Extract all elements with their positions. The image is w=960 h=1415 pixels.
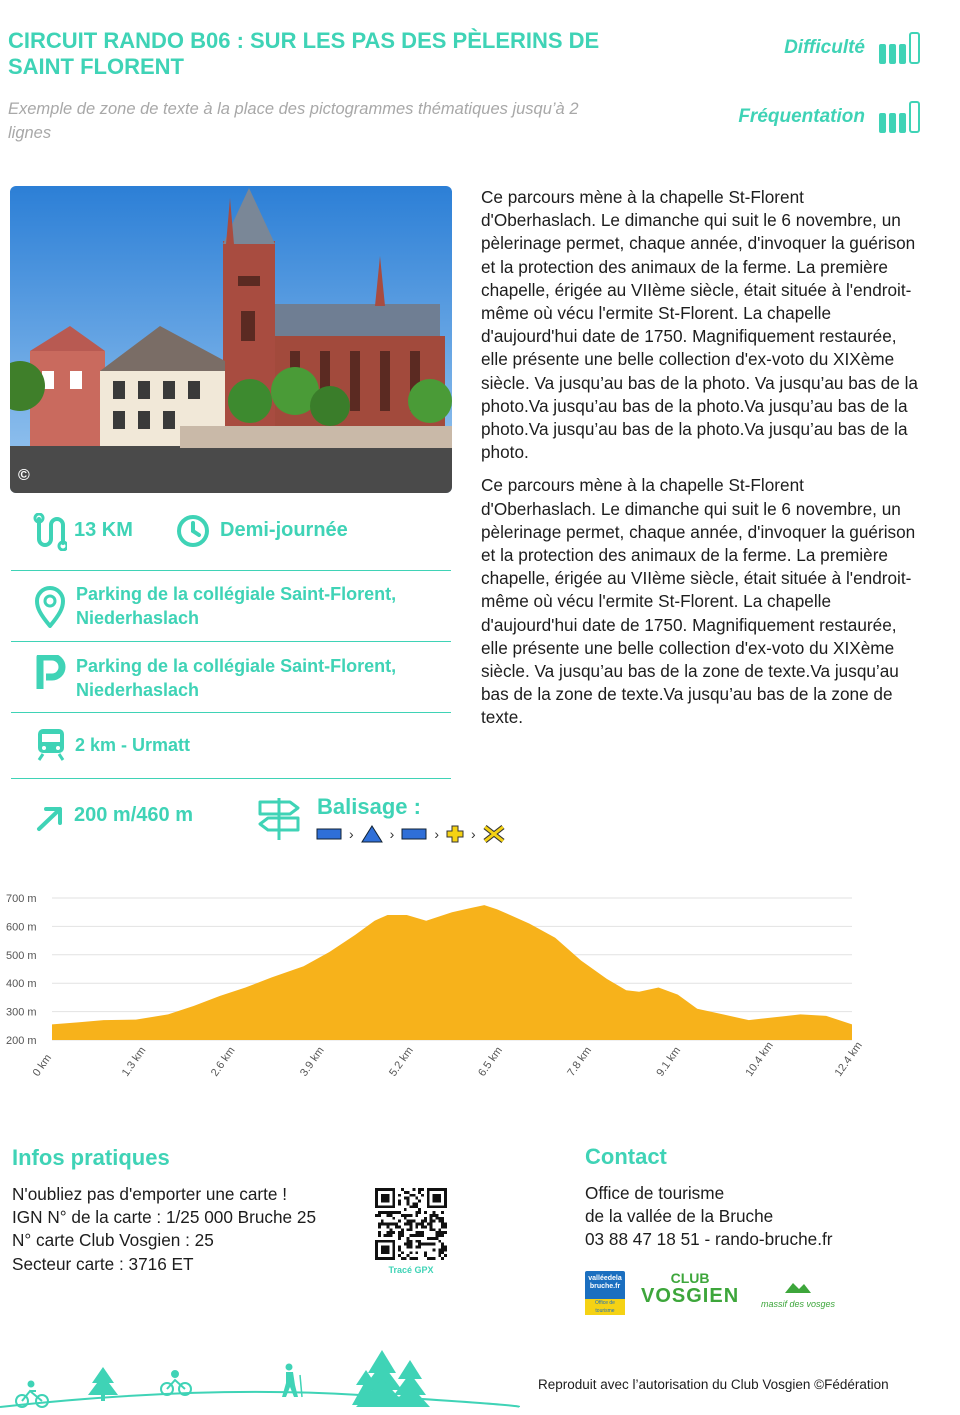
qr-module [398, 1237, 401, 1240]
parking-line1: Parking de la collégiale Saint-Florent, [76, 656, 397, 676]
start-point-line2: Niederhaslach [76, 608, 200, 628]
page-title: CIRCUIT RANDO B06 : SUR LES PAS DES PÈLERINS DE SAINT FLORENT [8, 28, 600, 79]
qr-module [410, 1223, 413, 1226]
practical-line: N° carte Club Vosgien : 25 [12, 1230, 214, 1251]
qr-module [389, 1223, 392, 1226]
qr-module [444, 1223, 447, 1226]
route-icon [31, 513, 67, 556]
parking-line2: Niederhaslach [76, 680, 200, 700]
clock-icon [176, 514, 210, 553]
contact-line[interactable]: 03 88 47 18 51 - rando-bruche.fr [585, 1229, 833, 1250]
qr-module [424, 1243, 427, 1246]
qr-module [441, 1217, 444, 1220]
difficulty-bar-empty [909, 32, 920, 64]
qr-module [404, 1243, 407, 1246]
yellow-cross-icon [446, 825, 464, 843]
x-tick-label: 6.5 km [476, 1044, 505, 1079]
divider [11, 570, 451, 571]
practical-heading: Infos pratiques [12, 1145, 170, 1170]
qr-module [378, 1214, 381, 1217]
qr-module [418, 1211, 421, 1214]
difficulty-label: Difficulté [784, 37, 865, 58]
club-vosgien-logo [641, 1271, 739, 1307]
balisage-separator: › [389, 826, 395, 842]
y-tick-label: 600 m [6, 921, 37, 934]
qr-module [410, 1246, 413, 1249]
qr-module [421, 1220, 424, 1223]
qr-module [441, 1220, 444, 1223]
qr-module [384, 1234, 387, 1237]
frequentation-bar-empty [909, 101, 920, 133]
qr-module [438, 1231, 441, 1234]
difficulty-bar [879, 44, 886, 64]
qr-module [407, 1220, 410, 1223]
qr-module [441, 1234, 444, 1237]
qr-module [401, 1228, 404, 1231]
x-tick-label: 10.4 km [743, 1039, 776, 1079]
balisage-separator: › [349, 826, 354, 842]
y-tick-label: 700 m [6, 893, 37, 905]
x-tick-label: 0 km [30, 1052, 55, 1079]
qr-module [421, 1188, 424, 1191]
massif-mountain-icon [783, 1280, 813, 1294]
qr-module [384, 1223, 387, 1226]
qr-module [410, 1220, 413, 1223]
frequentation-label: Fréquentation [738, 106, 865, 127]
qr-module [404, 1197, 407, 1200]
frequentation-rating [680, 99, 920, 135]
frequentation-bar [879, 113, 886, 133]
qr-module [430, 1217, 433, 1220]
qr-module [427, 1243, 430, 1246]
qr-module [378, 1223, 381, 1226]
qr-module [438, 1251, 441, 1254]
qr-module [401, 1188, 404, 1191]
signpost-icon [256, 796, 302, 847]
qr-module [398, 1234, 401, 1237]
train-station: 2 km - Urmatt [75, 735, 191, 755]
qr-module [430, 1214, 433, 1217]
massif-vosges-logo [752, 1280, 844, 1309]
qr-module [381, 1194, 390, 1203]
qr-module [407, 1202, 410, 1205]
qr-module [430, 1225, 433, 1228]
qr-module [438, 1254, 441, 1257]
qr-module [433, 1248, 436, 1251]
logo-text: VOSGIEN [641, 1285, 740, 1307]
cyclist-icon [161, 1371, 191, 1395]
qr-module [418, 1240, 421, 1243]
qr-module [424, 1211, 427, 1214]
qr-module [410, 1225, 413, 1228]
start-point [76, 582, 446, 630]
qr-module [407, 1214, 410, 1217]
qr-module [401, 1214, 404, 1217]
qr-module [389, 1231, 392, 1234]
qr-module [378, 1225, 381, 1228]
photo-copyright: © [18, 467, 30, 484]
balisage-label: Balisage : [317, 794, 421, 819]
qr-module [381, 1220, 384, 1223]
practical-line: Secteur carte : 3716 ET [12, 1253, 194, 1274]
qr-module [438, 1234, 441, 1237]
elevation-area [52, 905, 852, 1040]
qr-module [407, 1223, 410, 1226]
qr-module [424, 1254, 427, 1257]
qr-module [407, 1243, 410, 1246]
qr-module [392, 1223, 395, 1226]
yellow-x-icon [483, 825, 505, 843]
qr-module [395, 1225, 398, 1228]
blue-rectangle-icon [316, 827, 342, 841]
qr-caption: Tracé GPX [388, 1265, 434, 1275]
description-paragraph-2: Ce parcours mène à la chapelle St-Florent d'Oberhaslach. Le dimanche qui suit le 6 novembre, un pèlerinage permet, chaque année, d'invoquer la guérison et la protection des animaux de la ferme. La première chapelle, érigée au VIIème siècle, était située à l'endroit- même où vécu l'ermite St-Florent. La chapelle d'aujourd'hui date de 1750. Magnifiquement restaurée, elle présente une belle collection d'ex-voto du XIXème siècle. Va jusqu’au bas de la zone de texte.Va jusqu’au bas de la zone de texte.Va jusqu’au bas de la zone de texte. [481, 475, 916, 728]
qr-module [384, 1211, 387, 1214]
logo-text: valléedela [588, 1275, 622, 1282]
y-tick-label: 400 m [6, 978, 37, 991]
y-tick-label: 300 m [6, 1006, 37, 1019]
qr-code-image [375, 1188, 447, 1260]
qr-module [430, 1237, 433, 1240]
qr-module [427, 1257, 430, 1260]
qr-module [412, 1202, 415, 1205]
qr-module [418, 1208, 421, 1211]
qr-module [412, 1234, 415, 1237]
qr-module [415, 1202, 418, 1205]
qr-module [418, 1246, 421, 1249]
qr-module [444, 1246, 447, 1249]
qr-module [444, 1248, 447, 1251]
frequentation-bars [879, 101, 920, 133]
qr-module [415, 1223, 418, 1226]
qr-module [407, 1197, 410, 1200]
qr-module [404, 1191, 407, 1194]
qr-module [430, 1220, 433, 1223]
parking-icon [36, 655, 66, 696]
qr-module [381, 1211, 384, 1214]
qr-module [415, 1211, 418, 1214]
ascent-arrow-icon [36, 806, 64, 837]
qr-module [412, 1205, 415, 1208]
qr-module [430, 1228, 433, 1231]
qr-module [410, 1194, 413, 1197]
x-tick-label: 3.9 km [297, 1044, 327, 1079]
practical-line: IGN N° de la carte : 1/25 000 Bruche 25 [12, 1207, 317, 1228]
qr-module [441, 1211, 444, 1214]
elevation-value: 200 m/460 m [74, 804, 193, 826]
practical-line: N'oubliez pas d'emporter une carte ! [12, 1184, 288, 1204]
qr-module [418, 1223, 421, 1226]
qr-module [424, 1251, 427, 1254]
qr-module [401, 1234, 404, 1237]
location-pin-icon [34, 586, 66, 633]
qr-module [398, 1254, 401, 1257]
qr-module [401, 1251, 404, 1254]
qr-module [410, 1240, 413, 1243]
qr-module [430, 1223, 433, 1226]
qr-module [410, 1243, 413, 1246]
blue-rectangle-icon [401, 827, 427, 841]
qr-module [438, 1240, 441, 1243]
qr-module [441, 1223, 444, 1226]
qr-module [410, 1214, 413, 1217]
qr-module [441, 1243, 444, 1246]
qr-module [398, 1211, 401, 1214]
qr-module [387, 1214, 390, 1217]
qr-module [424, 1220, 427, 1223]
start-point-line1: Parking de la collégiale Saint-Florent, [76, 584, 397, 604]
qr-module [427, 1237, 430, 1240]
qr-module [398, 1225, 401, 1228]
qr-module [404, 1223, 407, 1226]
x-tick-label: 1.3 km [119, 1044, 149, 1079]
difficulty-bar [889, 44, 896, 64]
qr-module [381, 1246, 390, 1255]
qr-module [441, 1246, 444, 1249]
qr-code[interactable] [375, 1188, 447, 1265]
qr-module [412, 1220, 415, 1223]
qr-module [415, 1225, 418, 1228]
qr-module [430, 1257, 433, 1260]
footer-landscape [0, 1345, 520, 1415]
qr-module [398, 1200, 401, 1203]
qr-module [407, 1200, 410, 1203]
qr-module [438, 1248, 441, 1251]
qr-module [404, 1214, 407, 1217]
qr-module [398, 1246, 401, 1249]
qr-module [407, 1237, 410, 1240]
qr-module [415, 1240, 418, 1243]
qr-module [433, 1214, 436, 1217]
qr-module [435, 1237, 438, 1240]
qr-module [410, 1251, 413, 1254]
frequentation-bar [889, 113, 896, 133]
qr-module [418, 1191, 421, 1194]
divider [11, 778, 451, 779]
divider [11, 712, 451, 713]
qr-module [418, 1231, 421, 1234]
qr-module [421, 1194, 424, 1197]
qr-module [407, 1240, 410, 1243]
qr-module [387, 1234, 390, 1237]
qr-module [435, 1231, 438, 1234]
qr-module [378, 1234, 381, 1237]
y-tick-label: 500 m [6, 949, 37, 962]
church-photo [10, 186, 452, 493]
contact-line: Office de tourisme [585, 1183, 725, 1203]
qr-module [438, 1217, 441, 1220]
qr-module [412, 1257, 415, 1260]
qr-module [427, 1223, 430, 1226]
duration-value: Demi-journée [220, 519, 348, 541]
qr-module [410, 1234, 413, 1237]
qr-module [387, 1231, 390, 1234]
qr-module [421, 1223, 424, 1226]
qr-module [433, 1220, 436, 1223]
qr-module [392, 1211, 395, 1214]
qr-module [389, 1214, 392, 1217]
qr-module [398, 1202, 401, 1205]
qr-module [387, 1211, 390, 1214]
difficulty-bars [879, 32, 920, 64]
qr-module [404, 1217, 407, 1220]
qr-module [415, 1231, 418, 1234]
qr-module [401, 1257, 404, 1260]
qr-module [418, 1188, 421, 1191]
logo-text: massif des vosges [760, 1299, 836, 1309]
qr-module [444, 1231, 447, 1234]
qr-module [433, 1228, 436, 1231]
qr-module [418, 1234, 421, 1237]
qr-module [398, 1220, 401, 1223]
y-tick-label: 200 m [6, 1035, 37, 1047]
qr-module [415, 1234, 418, 1237]
qr-module [407, 1254, 410, 1257]
qr-module [389, 1211, 392, 1214]
difficulty-bar [899, 44, 906, 64]
qr-module [433, 1257, 436, 1260]
qr-module [398, 1231, 401, 1234]
elevation-chart [0, 885, 960, 1100]
divider [11, 641, 451, 642]
qr-module [415, 1214, 418, 1217]
church-illustration [10, 186, 452, 493]
chart-x-axis [31, 1040, 865, 1079]
qr-module [421, 1225, 424, 1228]
qr-module [395, 1211, 398, 1214]
qr-module [435, 1217, 438, 1220]
qr-module [441, 1225, 444, 1228]
description [481, 186, 921, 730]
qr-module [433, 1211, 436, 1214]
qr-module [433, 1194, 442, 1203]
qr-module [438, 1220, 441, 1223]
qr-module [424, 1217, 427, 1220]
qr-module [430, 1243, 433, 1246]
qr-module [444, 1225, 447, 1228]
qr-module [410, 1205, 413, 1208]
qr-module [375, 1214, 378, 1217]
subtitle: Exemple de zone de texte à la place des pictogrammes thématiques jusqu’à 2 lignes [8, 100, 579, 142]
x-tick-label: 2.6 km [208, 1044, 238, 1079]
qr-module [441, 1251, 444, 1254]
qr-module [378, 1231, 381, 1234]
footer-credit: Reproduit avec l’autorisation du Club Vosgien ©Fédération [538, 1377, 889, 1392]
qr-module [387, 1223, 390, 1226]
qr-module [412, 1194, 415, 1197]
x-tick-label: 5.2 km [387, 1044, 416, 1079]
qr-module [438, 1228, 441, 1231]
qr-module [441, 1248, 444, 1251]
balisage-separator: › [434, 826, 440, 842]
qr-module [441, 1231, 444, 1234]
qr-module [407, 1246, 410, 1249]
chart-y-axis [6, 893, 37, 1047]
parking-location [76, 654, 446, 702]
qr-module [398, 1248, 401, 1251]
qr-module [387, 1225, 390, 1228]
qr-module [433, 1237, 436, 1240]
vallee-bruche-logo [585, 1271, 625, 1313]
qr-module [441, 1257, 444, 1260]
qr-module [392, 1231, 395, 1234]
logo-text: CLUB [670, 1270, 710, 1286]
qr-module [421, 1243, 424, 1246]
x-tick-label: 12.4 km [832, 1039, 865, 1079]
qr-module [435, 1234, 438, 1237]
practical-info [12, 1183, 316, 1276]
description-paragraph-1: Ce parcours mène à la chapelle St-Florent d'Oberhaslach. Le dimanche qui suit le 6 novembre, un pèlerinage permet, chaque année, d'invoquer la guérison et la protection des animaux de la ferme. La première chapelle, érigée au VIIème siècle, était située à l'endroit- même où vécu l'ermite St-Florent. La chapelle d'aujourd'hui date de 1750. Magnifiquement restaurée, elle présente une belle collection d'ex-voto du XIXème siècle. Va jusqu’au bas de la photo. Va jusqu’au bas de la photo.Va jusqu’au bas de la photo.Va jusqu’au bas de la photo.Va jusqu’au bas de la photo.Va jusqu’au bas de la photo. [481, 187, 918, 463]
qr-module [415, 1251, 418, 1254]
qr-module [401, 1231, 404, 1234]
contact-line: de la vallée de la Bruche [585, 1206, 774, 1227]
qr-module [421, 1231, 424, 1234]
frequentation-bar [899, 113, 906, 133]
balisage-separator: › [471, 826, 476, 842]
train-icon [36, 727, 66, 766]
qr-module [415, 1197, 418, 1200]
x-tick-label: 7.8 km [565, 1044, 595, 1079]
qr-module [398, 1194, 401, 1197]
forest-icon [352, 1350, 430, 1407]
qr-module [389, 1228, 392, 1231]
qr-module [412, 1188, 415, 1191]
qr-module [415, 1257, 418, 1260]
logo-text: Office de tourisme [585, 1299, 625, 1315]
qr-module [410, 1257, 413, 1260]
qr-module [404, 1208, 407, 1211]
qr-module [378, 1211, 381, 1214]
contact-info [585, 1182, 832, 1252]
qr-module [415, 1205, 418, 1208]
qr-module [418, 1243, 421, 1246]
qr-module [407, 1191, 410, 1194]
qr-module [418, 1200, 421, 1203]
x-tick-label: 9.1 km [654, 1044, 684, 1079]
difficulty-rating [700, 30, 920, 66]
qr-module [389, 1234, 392, 1237]
qr-module [404, 1257, 407, 1260]
balisage-marks [316, 825, 505, 843]
qr-module [392, 1217, 395, 1220]
contact-heading: Contact [585, 1144, 667, 1169]
logo-text: bruche.fr [589, 1283, 621, 1290]
qr-module [381, 1223, 384, 1226]
blue-triangle-icon [361, 825, 383, 843]
qr-module [444, 1254, 447, 1257]
qr-module [435, 1214, 438, 1217]
qr-module [415, 1246, 418, 1249]
qr-module [433, 1243, 436, 1246]
qr-module [410, 1228, 413, 1231]
qr-module [424, 1225, 427, 1228]
qr-module [421, 1234, 424, 1237]
qr-module [395, 1223, 398, 1226]
distance-value: 13 KM [74, 519, 133, 541]
qr-module [407, 1228, 410, 1231]
